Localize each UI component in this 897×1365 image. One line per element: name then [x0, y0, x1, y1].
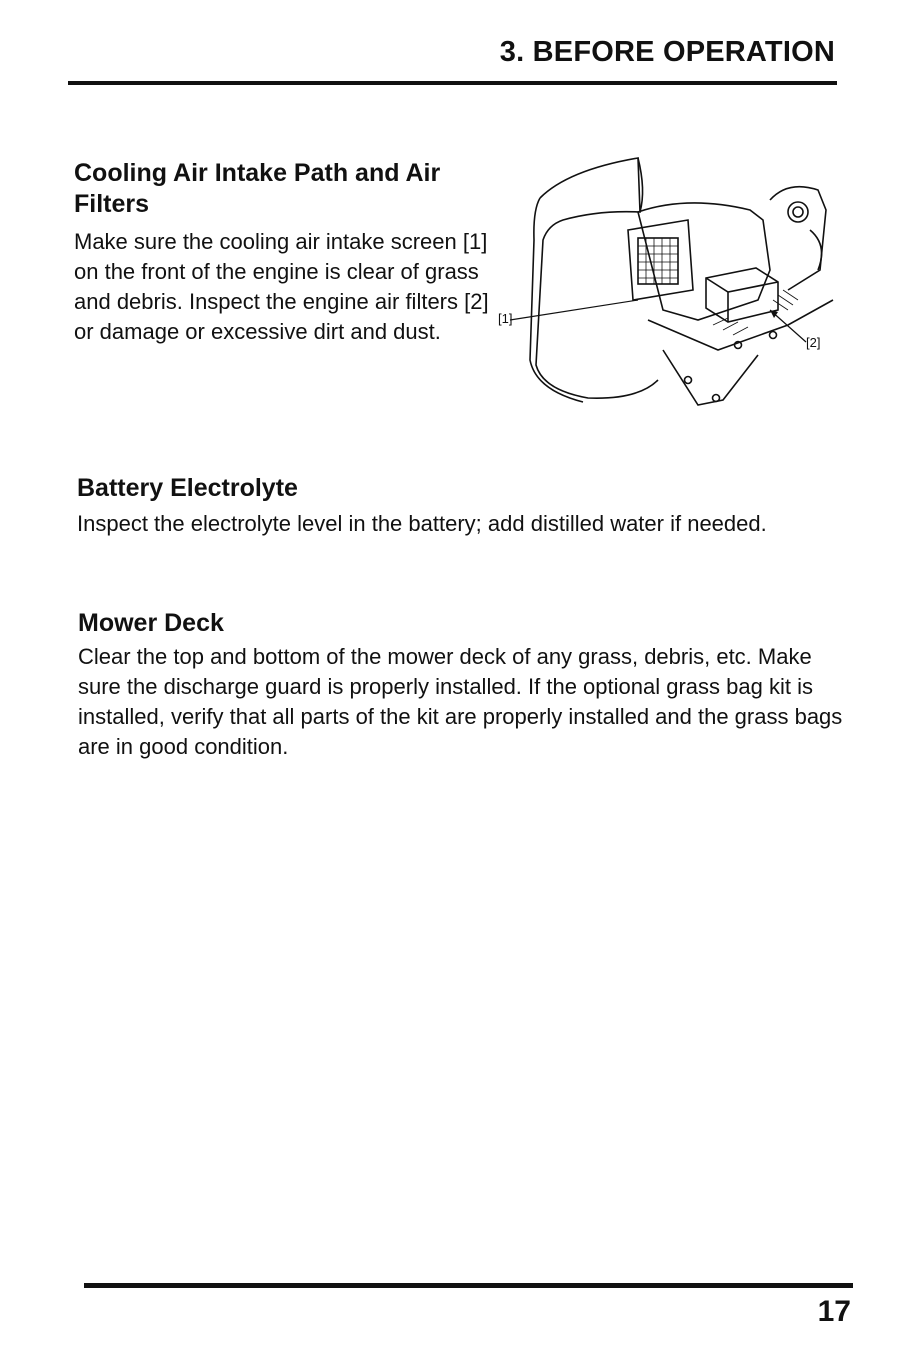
section-heading-mower-deck: Mower Deck	[78, 609, 224, 637]
section-body-battery: Inspect the electrolyte level in the battery; add distilled water if needed.	[77, 511, 767, 536]
figure-callout-1: [1]	[498, 311, 513, 326]
figure-callout-2: [2]	[806, 335, 821, 350]
section-body-cooling-air: Make sure the cooling air intake screen [1] on the front of the engine is clear of grass and debris. Inspect the engine air filters [2] or damage or excessive dirt and dust.	[74, 229, 489, 344]
footer-rule	[84, 1283, 853, 1288]
section-heading-battery: Battery Electrolyte	[77, 474, 298, 502]
page-number: 17	[817, 1295, 851, 1328]
engine-illustration	[488, 150, 860, 418]
section-body-mower-deck: Clear the top and bottom of the mower deck of any grass, debris, etc. Make sure the discharge guard is properly installed. If the optional grass bag kit is installed, verify that all parts of the kit are properly installed and the grass bags are in good condition.	[78, 644, 843, 759]
header-rule	[68, 81, 837, 85]
section-heading-cooling-air: Cooling Air Intake Path and Air Filters	[74, 159, 441, 218]
page-section-title: 3. BEFORE OPERATION	[499, 36, 835, 68]
